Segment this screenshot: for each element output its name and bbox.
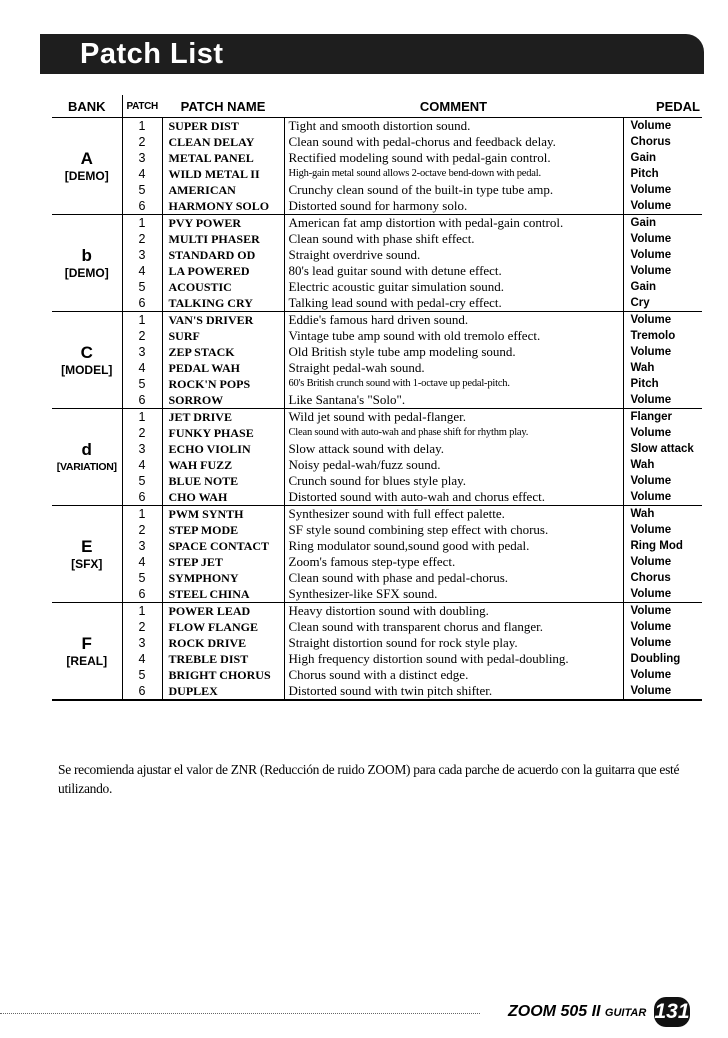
patch-number: 5 bbox=[122, 279, 162, 295]
patch-pedal: Volume bbox=[630, 669, 672, 681]
patch-comment: 80's lead guitar sound with detune effect. bbox=[284, 263, 623, 279]
column-header-comment: COMMENT bbox=[284, 95, 623, 118]
bank-letter: d bbox=[81, 439, 92, 459]
patch-comment: Straight distortion sound for rock style play. bbox=[284, 635, 623, 651]
patch-pedal: Wah bbox=[623, 506, 702, 523]
table-row bbox=[52, 215, 702, 232]
table-row bbox=[52, 457, 702, 473]
patch-pedal: Flanger bbox=[623, 409, 702, 426]
table-row bbox=[52, 506, 702, 523]
patch-pedal: Doubling bbox=[630, 653, 681, 665]
patch-name: SORROW bbox=[162, 392, 284, 409]
patch-name: ROCK'N POPS bbox=[162, 376, 284, 392]
patch-pedal: Pitch bbox=[630, 168, 659, 180]
patch-comment: Noisy pedal-wah/fuzz sound. bbox=[284, 457, 623, 473]
patch-name: MULTI PHASER bbox=[162, 231, 284, 247]
patch-comment: Vintage tube amp sound with old tremolo effect. bbox=[284, 328, 623, 344]
table-row bbox=[52, 150, 702, 166]
patch-pedal: Cry bbox=[630, 297, 650, 309]
table-row bbox=[52, 118, 702, 135]
table-row bbox=[52, 586, 702, 603]
patch-comment: Ring modulator sound,sound good with pedal. bbox=[284, 538, 623, 554]
table-row bbox=[52, 134, 702, 150]
patch-number: 3 bbox=[122, 150, 162, 166]
patch-comment: Electric acoustic guitar simulation sound. bbox=[284, 279, 623, 295]
table-row bbox=[52, 683, 702, 700]
patch-pedal: Volume bbox=[630, 265, 672, 277]
patch-comment: Distorted sound for harmony solo. bbox=[284, 198, 623, 215]
table-row bbox=[52, 409, 702, 426]
patch-pedal: Volume bbox=[630, 556, 672, 568]
bank-type: [DEMO] bbox=[64, 265, 109, 280]
bank-cell bbox=[52, 215, 122, 312]
table-header-row bbox=[52, 95, 702, 118]
patch-comment: Crunchy clean sound of the built-in type tube amp. bbox=[284, 182, 623, 198]
patch-number: 5 bbox=[122, 376, 162, 392]
patch-table bbox=[52, 95, 702, 701]
bank-cell bbox=[52, 409, 122, 506]
patch-comment: Clean sound with transparent chorus and flanger. bbox=[284, 619, 623, 635]
patch-pedal: Volume bbox=[623, 118, 702, 135]
patch-comment: Wild jet sound with pedal-flanger. bbox=[284, 409, 623, 426]
znr-note: Se recomienda ajustar el valor de ZNR (Reducción de ruido ZOOM) para cada parche de acuerdo con la guitarra que esté utilizando. bbox=[58, 762, 680, 796]
bank-cell bbox=[52, 603, 122, 701]
patch-comment: Clean sound with auto-wah and phase shift for rhythm play. bbox=[284, 425, 623, 441]
patch-number: 1 bbox=[122, 506, 162, 523]
bank-letter: C bbox=[80, 342, 93, 362]
patch-name: SUPER DIST bbox=[162, 118, 284, 135]
patch-comment: Heavy distortion sound with doubling. bbox=[284, 603, 623, 620]
patch-comment: Like Santana's "Solo". bbox=[284, 392, 623, 409]
bank-type: [MODEL] bbox=[61, 362, 113, 377]
table-row bbox=[52, 554, 702, 570]
patch-name: SYMPHONY bbox=[162, 570, 284, 586]
patch-name: WAH FUZZ bbox=[162, 457, 284, 473]
bank-type: [SFX] bbox=[71, 556, 103, 571]
page-title: Patch List bbox=[80, 38, 224, 70]
patch-name: STANDARD OD bbox=[162, 247, 284, 263]
patch-number: 4 bbox=[122, 457, 162, 473]
patch-pedal: Chorus bbox=[630, 136, 671, 148]
column-header-name: PATCH NAME bbox=[162, 95, 284, 118]
patch-comment: Tight and smooth distortion sound. bbox=[284, 118, 623, 135]
patch-comment: Clean sound with phase and pedal-chorus. bbox=[284, 570, 623, 586]
table-row bbox=[52, 522, 702, 538]
table-row bbox=[52, 344, 702, 360]
patch-comment: Distorted sound with auto-wah and chorus effect. bbox=[284, 489, 623, 506]
patch-pedal: Volume bbox=[630, 637, 672, 649]
patch-name: SURF bbox=[162, 328, 284, 344]
patch-number: 2 bbox=[122, 134, 162, 150]
patch-name: POWER LEAD bbox=[162, 603, 284, 620]
patch-name: CLEAN DELAY bbox=[162, 134, 284, 150]
patch-name: SPACE CONTACT bbox=[162, 538, 284, 554]
patch-number: 2 bbox=[122, 425, 162, 441]
patch-pedal: Volume bbox=[630, 621, 672, 633]
patch-number: 3 bbox=[122, 538, 162, 554]
patch-pedal: Tremolo bbox=[630, 330, 676, 342]
bank-letter: A bbox=[80, 148, 93, 168]
patch-comment: Crunch sound for blues style play. bbox=[284, 473, 623, 489]
table-row bbox=[52, 635, 702, 651]
table-row bbox=[52, 312, 702, 329]
patch-number: 3 bbox=[122, 247, 162, 263]
patch-comment: 60's British crunch sound with 1-octave up pedal-pitch. bbox=[284, 376, 623, 392]
patch-number: 2 bbox=[122, 619, 162, 635]
table-row bbox=[52, 603, 702, 620]
patch-name: STEP JET bbox=[162, 554, 284, 570]
patch-name: FUNKY PHASE bbox=[162, 425, 284, 441]
patch-name: VAN'S DRIVER bbox=[162, 312, 284, 329]
footer-divider bbox=[0, 1013, 480, 1014]
patch-pedal: Volume bbox=[630, 588, 672, 600]
patch-number: 1 bbox=[122, 603, 162, 620]
table-row bbox=[52, 295, 702, 312]
patch-comment: Distorted sound with twin pitch shifter. bbox=[284, 683, 623, 700]
patch-pedal: Pitch bbox=[630, 378, 659, 390]
patch-number: 6 bbox=[122, 683, 162, 700]
patch-name: BRIGHT CHORUS bbox=[162, 667, 284, 683]
patch-number: 5 bbox=[122, 473, 162, 489]
patch-number: 4 bbox=[122, 263, 162, 279]
patch-name: STEEL CHINA bbox=[162, 586, 284, 603]
patch-comment: Rectified modeling sound with pedal-gain control. bbox=[284, 150, 623, 166]
patch-comment: SF style sound combining step effect with chorus. bbox=[284, 522, 623, 538]
table-row bbox=[52, 376, 702, 392]
bank-letter: E bbox=[81, 536, 93, 556]
title-bar bbox=[40, 34, 704, 74]
patch-pedal: Volume bbox=[630, 475, 672, 487]
table-row bbox=[52, 425, 702, 441]
patch-comment: Clean sound with phase shift effect. bbox=[284, 231, 623, 247]
column-header-pedal: PEDAL bbox=[623, 95, 702, 118]
patch-number: 6 bbox=[122, 489, 162, 506]
bank-type: [VARIATION] bbox=[56, 460, 117, 473]
patch-number: 2 bbox=[122, 328, 162, 344]
column-header-patch: PATCH bbox=[122, 95, 162, 118]
patch-pedal: Volume bbox=[630, 249, 672, 261]
patch-name: BLUE NOTE bbox=[162, 473, 284, 489]
table-row bbox=[52, 651, 702, 667]
patch-name: STEP MODE bbox=[162, 522, 284, 538]
patch-name: WILD METAL II bbox=[162, 166, 284, 182]
page-number: 131 bbox=[654, 997, 690, 1027]
patch-comment: American fat amp distortion with pedal-gain control. bbox=[284, 215, 623, 232]
patch-comment: Clean sound with pedal-chorus and feedback delay. bbox=[284, 134, 623, 150]
patch-number: 4 bbox=[122, 360, 162, 376]
patch-name: ROCK DRIVE bbox=[162, 635, 284, 651]
patch-number: 3 bbox=[122, 344, 162, 360]
bank-cell bbox=[52, 118, 122, 215]
patch-pedal: Volume bbox=[630, 184, 672, 196]
footer-brand-name: ZOOM 505 II bbox=[508, 1003, 601, 1020]
bank-cell bbox=[52, 506, 122, 603]
patch-table-body bbox=[52, 118, 702, 701]
patch-name: DUPLEX bbox=[162, 683, 284, 700]
patch-number: 6 bbox=[122, 295, 162, 312]
patch-pedal: Gain bbox=[630, 281, 657, 293]
patch-pedal: Wah bbox=[630, 459, 655, 471]
column-header-bank: BANK bbox=[52, 95, 122, 118]
patch-pedal: Volume bbox=[630, 233, 672, 245]
patch-pedal: Gain bbox=[630, 152, 657, 164]
patch-pedal: Volume bbox=[623, 312, 702, 329]
table-row bbox=[52, 538, 702, 554]
patch-number: 4 bbox=[122, 651, 162, 667]
table-row bbox=[52, 231, 702, 247]
table-row bbox=[52, 247, 702, 263]
patch-name: ECHO VIOLIN bbox=[162, 441, 284, 457]
patch-pedal: Volume bbox=[630, 524, 672, 536]
patch-name: PEDAL WAH bbox=[162, 360, 284, 376]
patch-number: 3 bbox=[122, 635, 162, 651]
patch-pedal: Volume bbox=[623, 603, 702, 620]
patch-comment: High-gain metal sound allows 2-octave bend-down with pedal. bbox=[284, 166, 623, 182]
table-row bbox=[52, 619, 702, 635]
patch-number: 6 bbox=[122, 198, 162, 215]
bank-letter: b bbox=[81, 245, 92, 265]
patch-comment: High frequency distortion sound with pedal-doubling. bbox=[284, 651, 623, 667]
patch-comment: Talking lead sound with pedal-cry effect. bbox=[284, 295, 623, 312]
patch-number: 1 bbox=[122, 118, 162, 135]
table-row bbox=[52, 263, 702, 279]
bank-letter: F bbox=[81, 633, 92, 653]
bank-type: [REAL] bbox=[66, 653, 108, 668]
patch-name: PWM SYNTH bbox=[162, 506, 284, 523]
patch-name: METAL PANEL bbox=[162, 150, 284, 166]
patch-name: AMERICAN bbox=[162, 182, 284, 198]
patch-name: JET DRIVE bbox=[162, 409, 284, 426]
patch-name: TALKING CRY bbox=[162, 295, 284, 312]
patch-pedal: Volume bbox=[630, 685, 672, 697]
patch-name: TREBLE DIST bbox=[162, 651, 284, 667]
patch-number: 5 bbox=[122, 570, 162, 586]
patch-pedal: Ring Mod bbox=[630, 540, 683, 552]
bank-type: [DEMO] bbox=[64, 168, 109, 183]
table-row bbox=[52, 198, 702, 215]
patch-number: 5 bbox=[122, 667, 162, 683]
patch-number: 1 bbox=[122, 409, 162, 426]
patch-pedal: Volume bbox=[630, 200, 672, 212]
table-row bbox=[52, 392, 702, 409]
patch-number: 3 bbox=[122, 441, 162, 457]
patch-name: HARMONY SOLO bbox=[162, 198, 284, 215]
patch-pedal: Wah bbox=[630, 362, 655, 374]
patch-number: 6 bbox=[122, 586, 162, 603]
table-row bbox=[52, 360, 702, 376]
patch-number: 6 bbox=[122, 392, 162, 409]
patch-pedal: Volume bbox=[630, 346, 672, 358]
patch-pedal: Chorus bbox=[630, 572, 671, 584]
patch-number: 4 bbox=[122, 166, 162, 182]
table-row bbox=[52, 473, 702, 489]
patch-comment: Chorus sound with a distinct edge. bbox=[284, 667, 623, 683]
patch-name: ACOUSTIC bbox=[162, 279, 284, 295]
patch-number: 2 bbox=[122, 231, 162, 247]
patch-comment: Straight pedal-wah sound. bbox=[284, 360, 623, 376]
footer-brand-suffix: GUITAR bbox=[604, 1007, 647, 1019]
patch-number: 4 bbox=[122, 554, 162, 570]
patch-name: FLOW FLANGE bbox=[162, 619, 284, 635]
patch-comment: Synthesizer sound with full effect palette. bbox=[284, 506, 623, 523]
patch-comment: Eddie's famous hard driven sound. bbox=[284, 312, 623, 329]
patch-pedal: Volume bbox=[630, 394, 672, 406]
table-row bbox=[52, 166, 702, 182]
footer-brand bbox=[508, 1003, 646, 1021]
patch-pedal: Gain bbox=[623, 215, 702, 232]
table-row bbox=[52, 570, 702, 586]
table-row bbox=[52, 667, 702, 683]
patch-pedal: Volume bbox=[630, 491, 672, 503]
table-row bbox=[52, 489, 702, 506]
table-row bbox=[52, 328, 702, 344]
patch-number: 1 bbox=[122, 215, 162, 232]
table-row bbox=[52, 182, 702, 198]
patch-name: ZEP STACK bbox=[162, 344, 284, 360]
patch-number: 1 bbox=[122, 312, 162, 329]
patch-pedal: Volume bbox=[630, 427, 672, 439]
patch-comment: Old British style tube amp modeling sound. bbox=[284, 344, 623, 360]
patch-pedal: Slow attack bbox=[630, 443, 694, 455]
table-row bbox=[52, 279, 702, 295]
patch-name: LA POWERED bbox=[162, 263, 284, 279]
patch-comment: Zoom's famous step-type effect. bbox=[284, 554, 623, 570]
table-row bbox=[52, 441, 702, 457]
patch-comment: Synthesizer-like SFX sound. bbox=[284, 586, 623, 603]
bank-cell bbox=[52, 312, 122, 409]
patch-number: 2 bbox=[122, 522, 162, 538]
patch-name: CHO WAH bbox=[162, 489, 284, 506]
patch-comment: Straight overdrive sound. bbox=[284, 247, 623, 263]
patch-name: PVY POWER bbox=[162, 215, 284, 232]
patch-number: 5 bbox=[122, 182, 162, 198]
patch-comment: Slow attack sound with delay. bbox=[284, 441, 623, 457]
